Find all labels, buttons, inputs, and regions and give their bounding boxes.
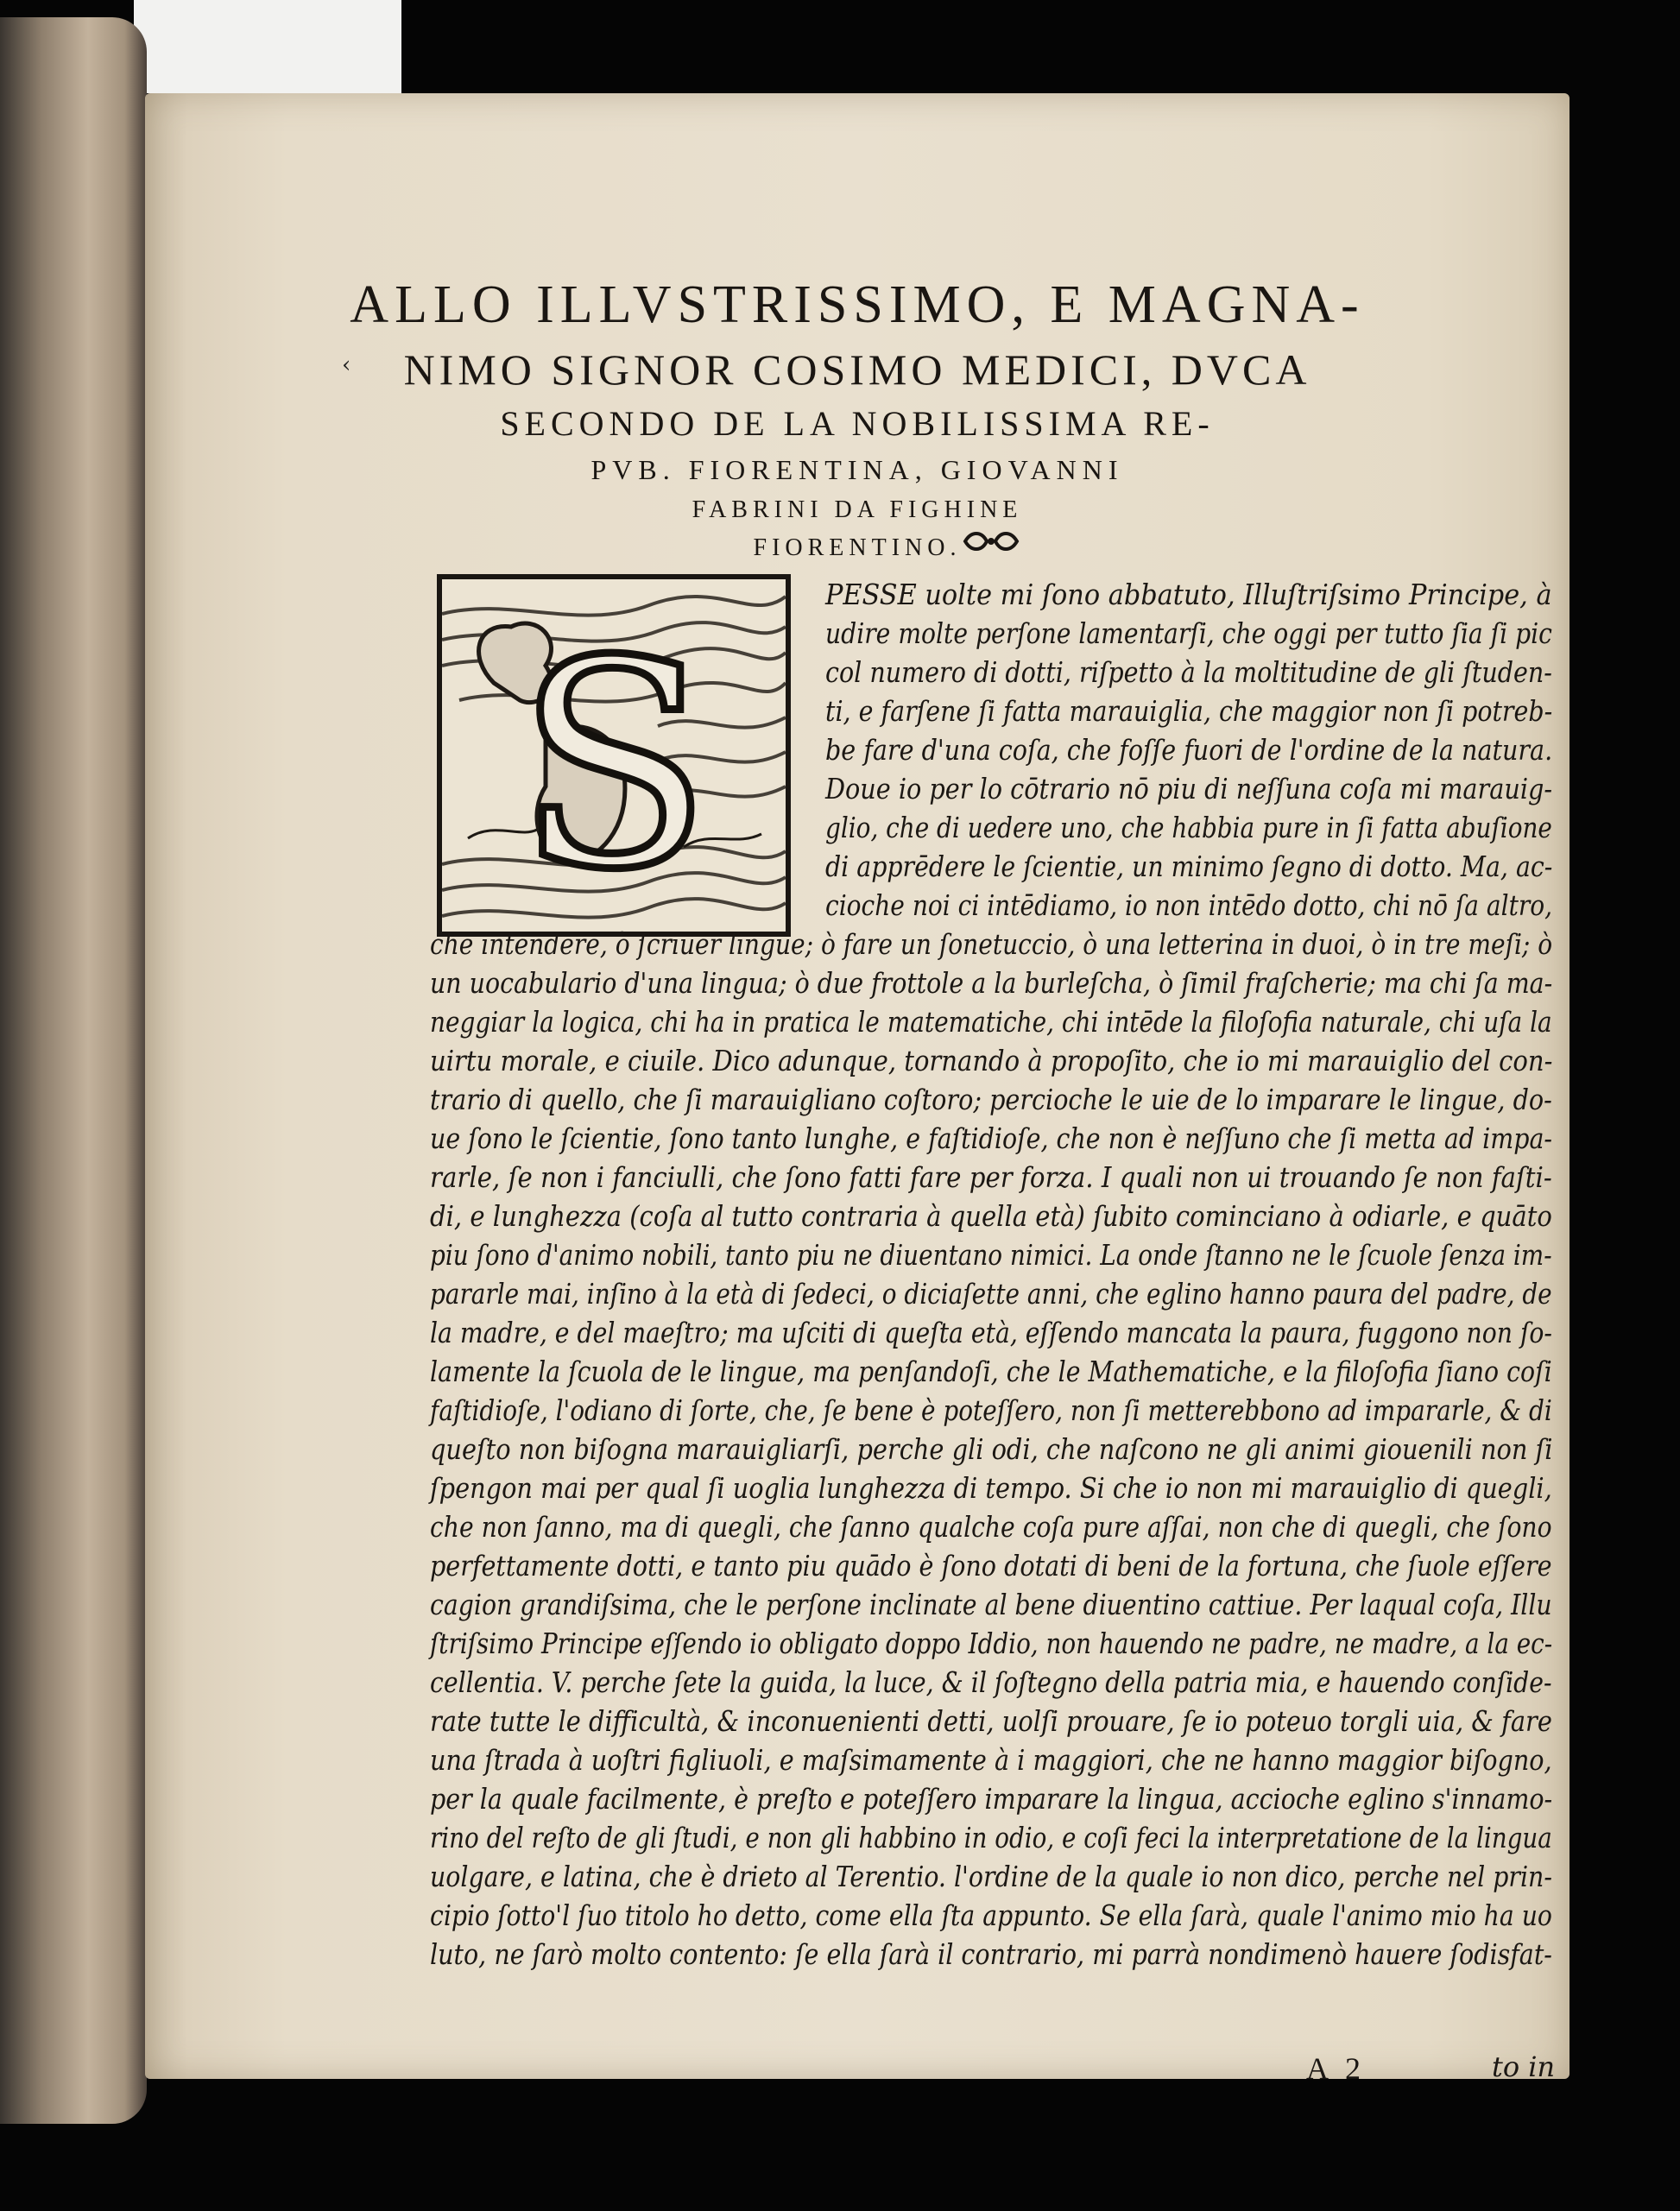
text-line: trario di quello, che ſi marauigliano coſtoro; percioche le uie de lo imparare le lingue, do- <box>430 1083 1552 1116</box>
text-line: ſtriſsimo Principe eſſendo io obligato doppo Iddio, non hauendo ne padre, ne madre, a la ec- <box>430 1627 1553 1660</box>
text-line: col numero di dotti, riſpetto à la moltitudine de gli ſtuden- <box>825 656 1552 689</box>
dedication-line: NIMO SIGNOR COSIMO MEDICI, DVCA <box>403 345 1311 394</box>
text-line: faſtidioſe, l'odiano di ſorte, che, ſe bene è poteſſero, non ſi metterebbono ad impararle, & di <box>430 1394 1552 1427</box>
text-line: di apprēdere le ſcientie, un minimo ſegno di dotto. Ma, ac- <box>825 850 1553 883</box>
decorated-initial <box>437 574 791 937</box>
text-line: PESSE uolte mi ſono abbatuto, Illuſtriſsimo Principe, à <box>825 578 1552 611</box>
catchword: to in <box>1492 2050 1556 2083</box>
text-line: uolgare, e latina, che è drieto al Terentio. l'ordine de la quale io non dico, perche nel prin- <box>430 1860 1552 1893</box>
text-line: cellentia. V. perche ſete la guida, la luce, & il ſoſtegno della patria mia, e hauendo conſide- <box>430 1666 1552 1699</box>
svg-text:S: S <box>515 600 712 932</box>
text-line: pararle mai, inſino à la età di ſedeci, o diciaſette anni, che eglino hanno paura del padre, de <box>430 1278 1552 1311</box>
text-line: perfettamente dotti, e tanto piu quādo è ſono dotati di beni de la fortuna, che ſuole eſſere <box>430 1550 1552 1582</box>
text-line: uirtu morale, e ciuile. Dico adunque, tornando à propoſito, che io mi marauiglio del con- <box>430 1045 1553 1077</box>
text-line: cioche noi ci intēdiamo, io non intēdo dotto, chi nō ſa altro, <box>825 889 1553 922</box>
text-line: udire molte perſone lamentarſi, che oggi per tutto ſia ſi pic <box>825 617 1552 650</box>
dedication-line: FABRINI DA FIGHINE <box>692 496 1023 523</box>
text-line: piu ſono d'animo nobili, tanto piu ne diuentano nimici. La onde ſtanno ne le ſcuole ſenza im- <box>430 1239 1552 1272</box>
text-line: che non ſanno, ma di quegli, che ſanno qualche coſa pure aſſai, non che di quegli, che ſono <box>430 1511 1552 1544</box>
dedication-line: PVB. FIORENTINA, GIOVANNI <box>591 454 1124 485</box>
dedication-line: FIORENTINO. <box>753 534 962 561</box>
text-line: ti, e farſene ſi fatta marauiglia, che maggior non ſi potreb- <box>825 695 1553 728</box>
text-line: ſpengon mai per qual ſi uoglia lunghezza di tempo. Si che io non mi marauiglio di quegli, <box>430 1472 1552 1505</box>
text-line: cipio ſotto'l ſuo titolo ho detto, come ella ſta appunto. Se ella ſarà, quale l'animo mio ha uo <box>430 1899 1552 1932</box>
text-line: la madre, e del maeſtro; ma uſciti di queſta età, eſſendo mancata la paura, fuggono non ſo- <box>430 1317 1552 1349</box>
fleuron-ornament-icon <box>961 529 1021 553</box>
text-line: ue ſono le ſcientie, ſono tanto lunghe, e faſtidioſe, che non è neſſuno che ſi metta ad impa- <box>430 1122 1553 1155</box>
text-line: rarle, ſe non i fanciulli, che ſono fatti fare per forza. I quali non ui trouando ſe non faſti- <box>430 1161 1552 1194</box>
text-line: neggiar la logica, chi ha in pratica le matematiche, chi intēde la filoſofia naturale, chi uſa la <box>430 1006 1552 1039</box>
text-line: per la quale facilmente, è preſto e poteſſero imparare la lingua, accioche eglino s'innamo- <box>430 1783 1553 1816</box>
text-line: rate tutte le difficultà, & inconuenienti detti, uolſi prouare, ſe io poteuo torgli uia, & fare <box>430 1705 1552 1738</box>
margin-mark: ‹ <box>342 352 351 378</box>
text-line: queſto non biſogna marauigliarſi, perche gli odi, che naſcono ne gli animi giouenili non ſi <box>430 1433 1553 1466</box>
white-card-background <box>134 0 401 93</box>
book-page <box>145 93 1569 2086</box>
text-line: be fare d'una coſa, che foſſe fuori de l'ordine de la natura. <box>825 734 1553 767</box>
text-line: cagion grandiſsima, che le perſone inclinate al bene diuentino cattiue. Per laqual coſa, Illu <box>430 1589 1552 1621</box>
dedication-line: SECONDO DE LA NOBILISSIMA RE- <box>500 404 1215 443</box>
text-line: che intendere, ò ſcriuer lingue; ò fare un ſonetuccio, ò una letterina in duoi, ò in tre meſi; ò <box>430 928 1553 961</box>
dedication-heading <box>145 270 1569 567</box>
left-page-edge <box>0 17 147 2124</box>
dedication-line: ALLO ILLVSTRISSIMO, E MAGNA- <box>350 275 1365 334</box>
text-line: un uocabulario d'una lingua; ò due frottole a la burleſcha, ò ſimil fraſcherie; ma chi ſa ma- <box>430 967 1553 1000</box>
text-line: una ſtrada à uoſtri figliuoli, e maſsimamente à i maggiori, che ne hanno maggior biſogno, <box>430 1744 1552 1777</box>
text-line: glio, che di uedere uno, che habbia pure in ſi fatta abuſione <box>825 812 1552 844</box>
woodcut-illustration <box>442 579 786 932</box>
text-line: lamente la ſcuola de le lingue, ma penſandoſi, che le Mathematiche, e la filoſofia ſiano coſi <box>430 1355 1552 1388</box>
text-line: di, e lunghezza (coſa al tutto contraria à quella età) ſubito cominciano à odiarle, e quāto <box>430 1200 1552 1233</box>
text-line: Doue io per lo cōtrario nō piu di neſſuna coſa mi marauig- <box>825 773 1553 805</box>
signature-mark: A 2 <box>1306 2051 1367 2086</box>
text-line: luto, ne ſarò molto contento: ſe ella ſarà il contrario, mi parrà nondimenò hauere ſodisfat- <box>430 1938 1552 1971</box>
text-line: rino del reſto de gli ſtudi, e non gli habbino in odio, e coſi feci la interpretatione de la lingua <box>430 1822 1552 1854</box>
